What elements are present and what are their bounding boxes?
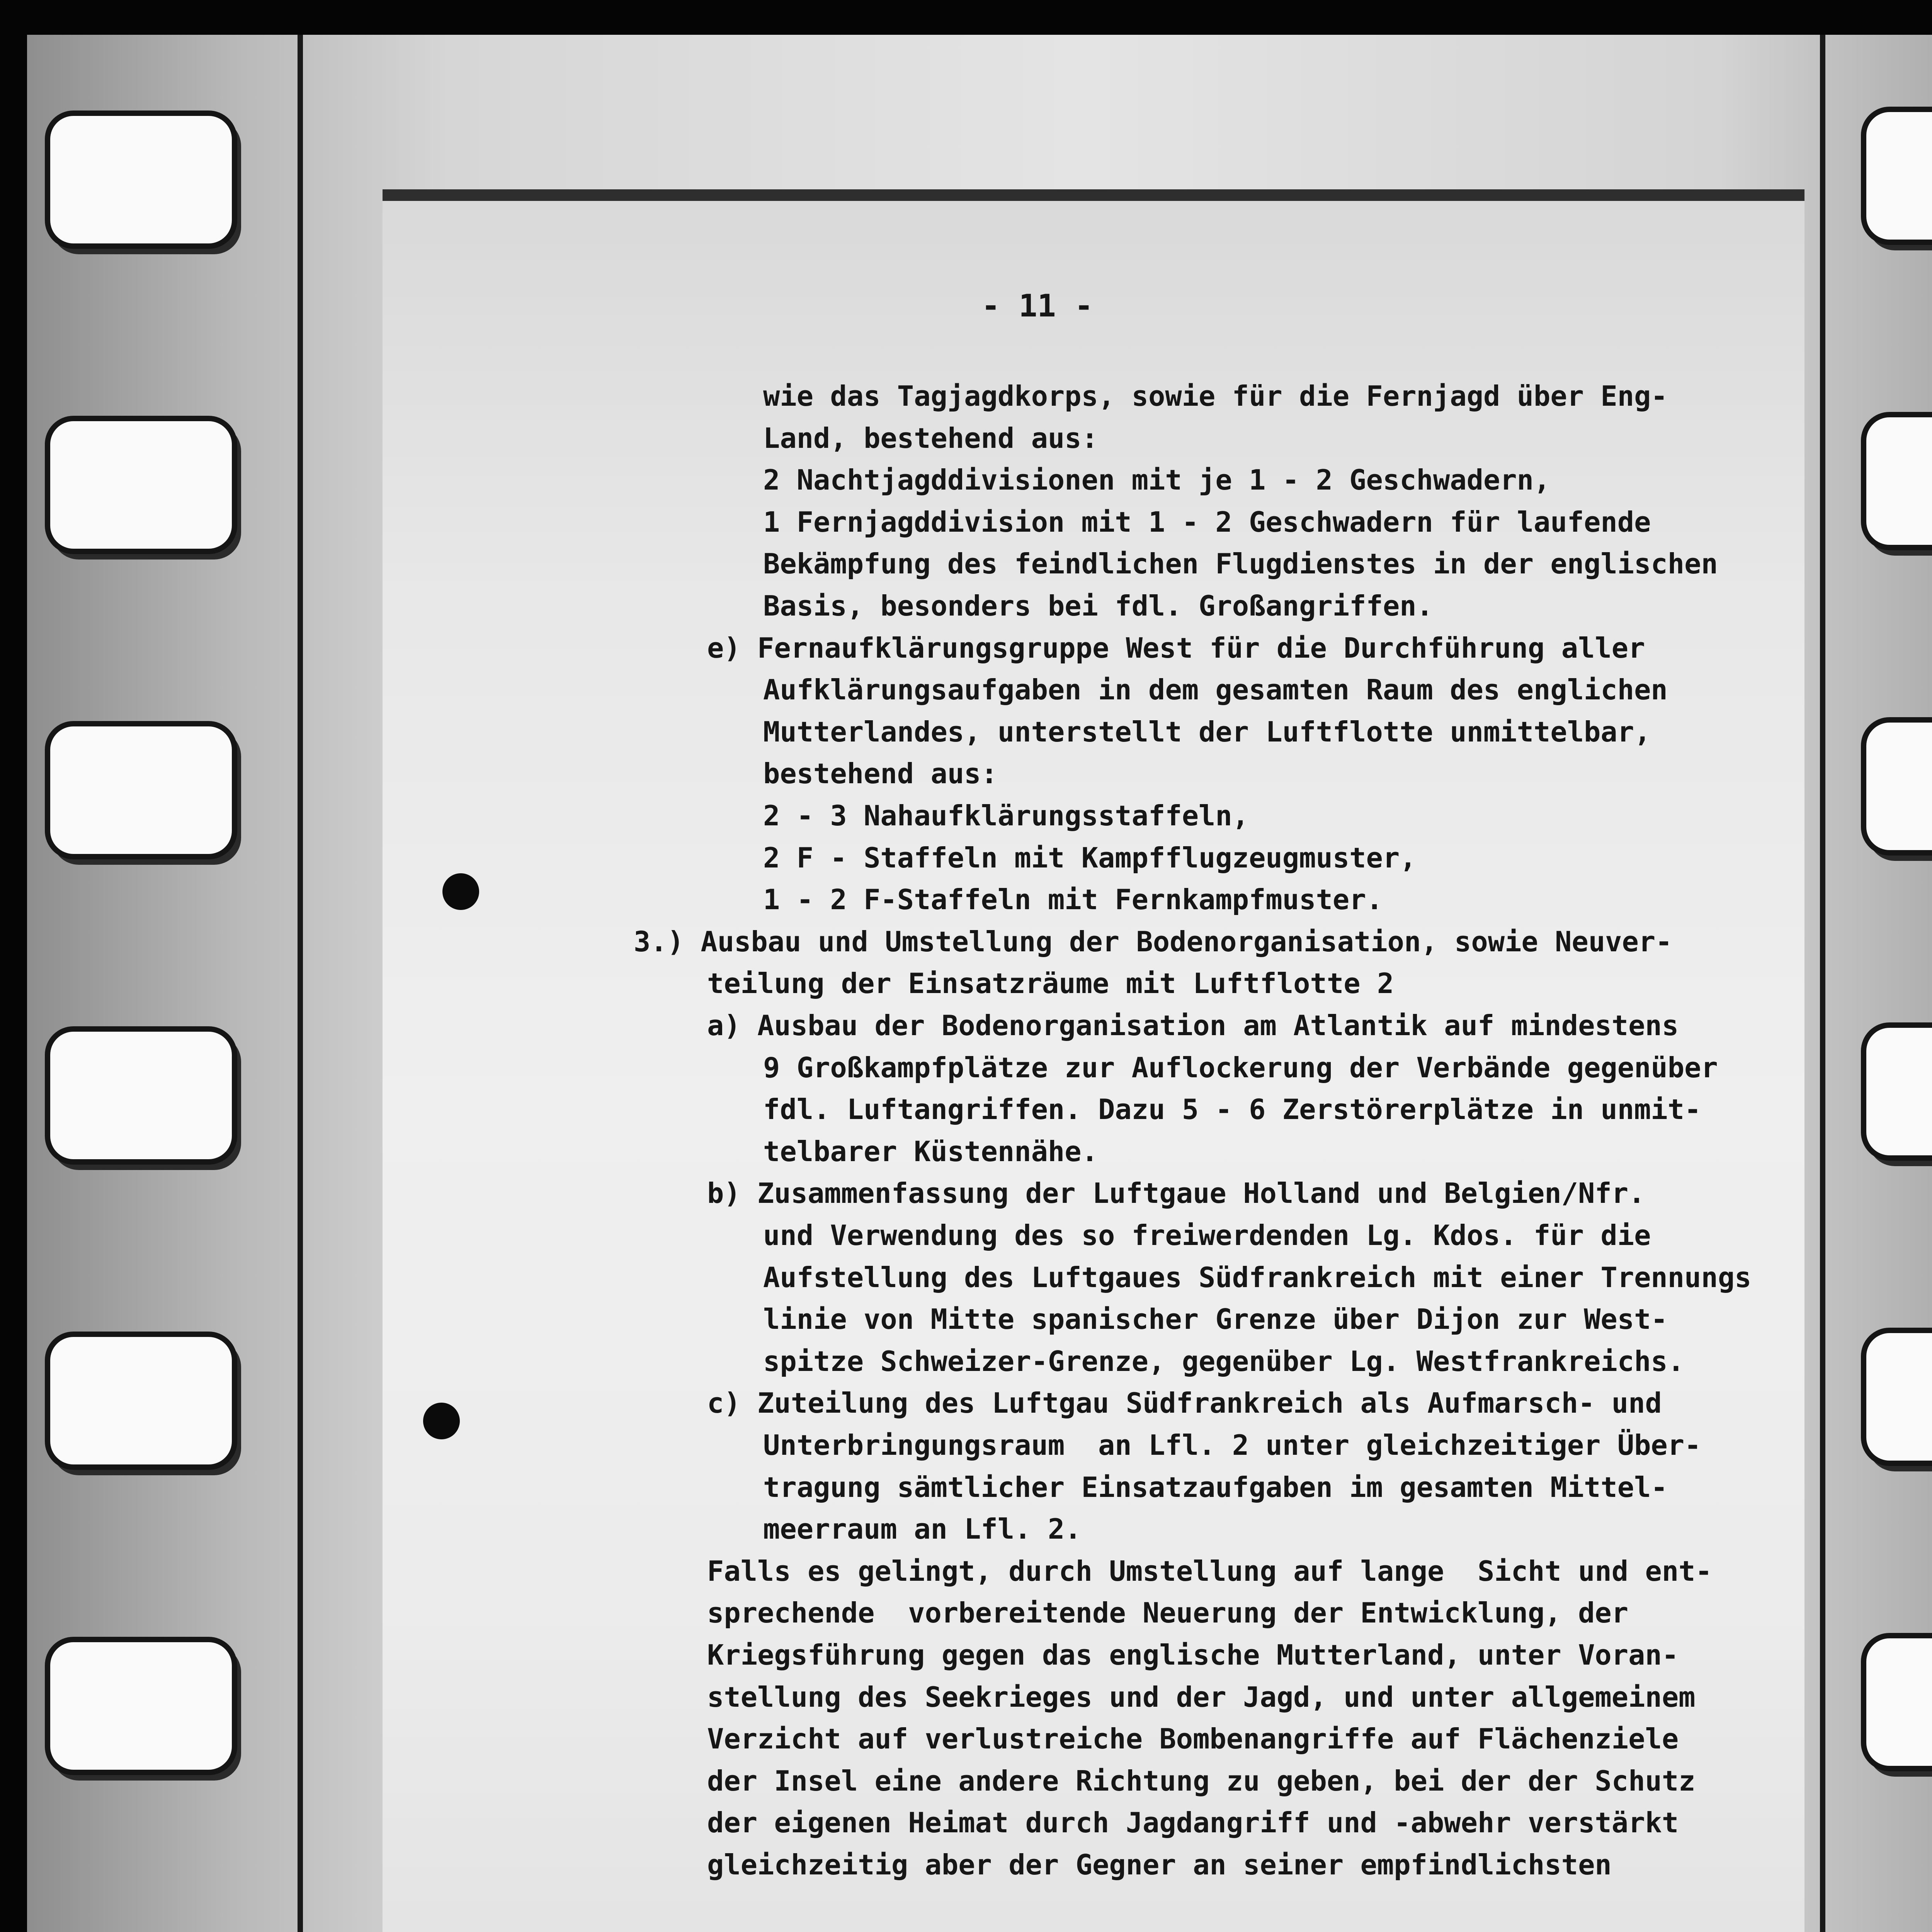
text-line: spitze Schweizer-Grenze, gegenüber Lg. Westfrankreichs. bbox=[763, 1345, 1685, 1378]
text-line: Aufstellung des Luftgaues Südfrankreich mit einer Trennungs bbox=[763, 1261, 1752, 1294]
page-number-header: - 11 - bbox=[981, 288, 1093, 324]
text-line: stellung des Seekrieges und der Jagd, und unter allgemeinem bbox=[707, 1681, 1696, 1713]
text-line: b) Zusammenfassung der Luftgaue Holland und Belgien/Nfr. bbox=[707, 1177, 1645, 1209]
text-line: wie das Tagjagdkorps, sowie für die Fernjagd über Eng- bbox=[763, 380, 1668, 412]
text-line: der eigenen Heimat durch Jagdangriff und -abwehr verstärkt bbox=[707, 1806, 1679, 1839]
punch-hole bbox=[442, 873, 479, 910]
text-line: Verzicht auf verlustreiche Bombenangriffe auf Flächenziele bbox=[707, 1723, 1679, 1755]
text-line: Falls es gelingt, durch Umstellung auf lange Sicht und ent- bbox=[707, 1555, 1712, 1587]
text-line: Aufklärungsaufgaben in dem gesamten Raum des englichen bbox=[763, 673, 1668, 706]
text-line: Unterbringungsraum an Lfl. 2 unter gleichzeitiger Über- bbox=[763, 1429, 1701, 1461]
sprocket-hole-left bbox=[50, 726, 232, 854]
text-line: Kriegsführung gegen das englische Mutterland, unter Voran- bbox=[707, 1639, 1679, 1671]
text-line: meerraum an Lfl. 2. bbox=[763, 1513, 1082, 1545]
text-line: Basis, besonders bei fdl. Großangriffen. bbox=[763, 590, 1433, 622]
sprocket-hole-right bbox=[1866, 112, 1932, 240]
text-line: 1 - 2 F-Staffeln mit Fernkampfmuster. bbox=[763, 883, 1383, 916]
text-line: 2 - 3 Nahaufklärungsstaffeln, bbox=[763, 799, 1249, 832]
film-edge-line-right bbox=[1820, 35, 1825, 1932]
text-line: a) Ausbau der Bodenorganisation am Atlantik auf mindestens bbox=[707, 1009, 1679, 1042]
sprocket-hole-left bbox=[50, 1642, 232, 1770]
text-line: telbarer Küstennähe. bbox=[763, 1135, 1098, 1168]
sprocket-hole-right bbox=[1866, 1028, 1932, 1155]
text-line: sprechende vorbereitende Neuerung der Entwicklung, der bbox=[707, 1597, 1629, 1629]
text-line: 2 F - Staffeln mit Kampfflugzeugmuster, bbox=[763, 842, 1417, 874]
sprocket-hole-left bbox=[50, 1337, 232, 1464]
sprocket-hole-left bbox=[50, 116, 232, 243]
text-line: gleichzeitig aber der Gegner an seiner empfindlichsten bbox=[707, 1849, 1612, 1881]
text-line: 9 Großkampfplätze zur Auflockerung der Verbände gegenüber bbox=[763, 1051, 1718, 1084]
text-line: 3.) Ausbau und Umstellung der Bodenorganisation, sowie Neuver- bbox=[634, 925, 1672, 958]
text-line: Land, bestehend aus: bbox=[763, 422, 1098, 454]
text-line: 2 Nachtjagddivisionen mit je 1 - 2 Geschwadern, bbox=[763, 464, 1551, 496]
text-line: c) Zuteilung des Luftgau Südfrankreich als Aufmarsch- und bbox=[707, 1387, 1662, 1419]
punch-hole bbox=[423, 1403, 460, 1439]
text-line: linie von Mitte spanischer Grenze über Dijon zur West- bbox=[763, 1303, 1668, 1335]
text-line: teilung der Einsatzräume mit Luftflotte 2 bbox=[707, 967, 1394, 1000]
sprocket-hole-right bbox=[1866, 1638, 1932, 1766]
film-edge-line-left bbox=[298, 35, 303, 1932]
text-line: Bekämpfung des feindlichen Flugdienstes in der englischen bbox=[763, 548, 1718, 580]
text-line: der Insel eine andere Richtung zu geben, bei der der Schutz bbox=[707, 1765, 1696, 1797]
text-line: tragung sämtlicher Einsatzaufgaben im gesamten Mittel- bbox=[763, 1471, 1668, 1503]
text-line: und Verwendung des so freiwerdenden Lg. Kdos. für die bbox=[763, 1219, 1651, 1252]
sprocket-hole-right bbox=[1866, 1333, 1932, 1461]
sprocket-hole-left bbox=[50, 1032, 232, 1159]
text-line: e) Fernaufklärungsgruppe West für die Durchführung aller bbox=[707, 632, 1645, 664]
sprocket-hole-right bbox=[1866, 417, 1932, 545]
sprocket-hole-right bbox=[1866, 723, 1932, 850]
sprocket-hole-left bbox=[50, 421, 232, 549]
text-line: fdl. Luftangriffen. Dazu 5 - 6 Zerstörerplätze in unmit- bbox=[763, 1093, 1701, 1126]
text-line: Mutterlandes, unterstellt der Luftflotte unmittelbar, bbox=[763, 716, 1651, 748]
text-line: 1 Fernjagddivision mit 1 - 2 Geschwadern für laufende bbox=[763, 506, 1651, 538]
text-line: bestehend aus: bbox=[763, 757, 998, 790]
